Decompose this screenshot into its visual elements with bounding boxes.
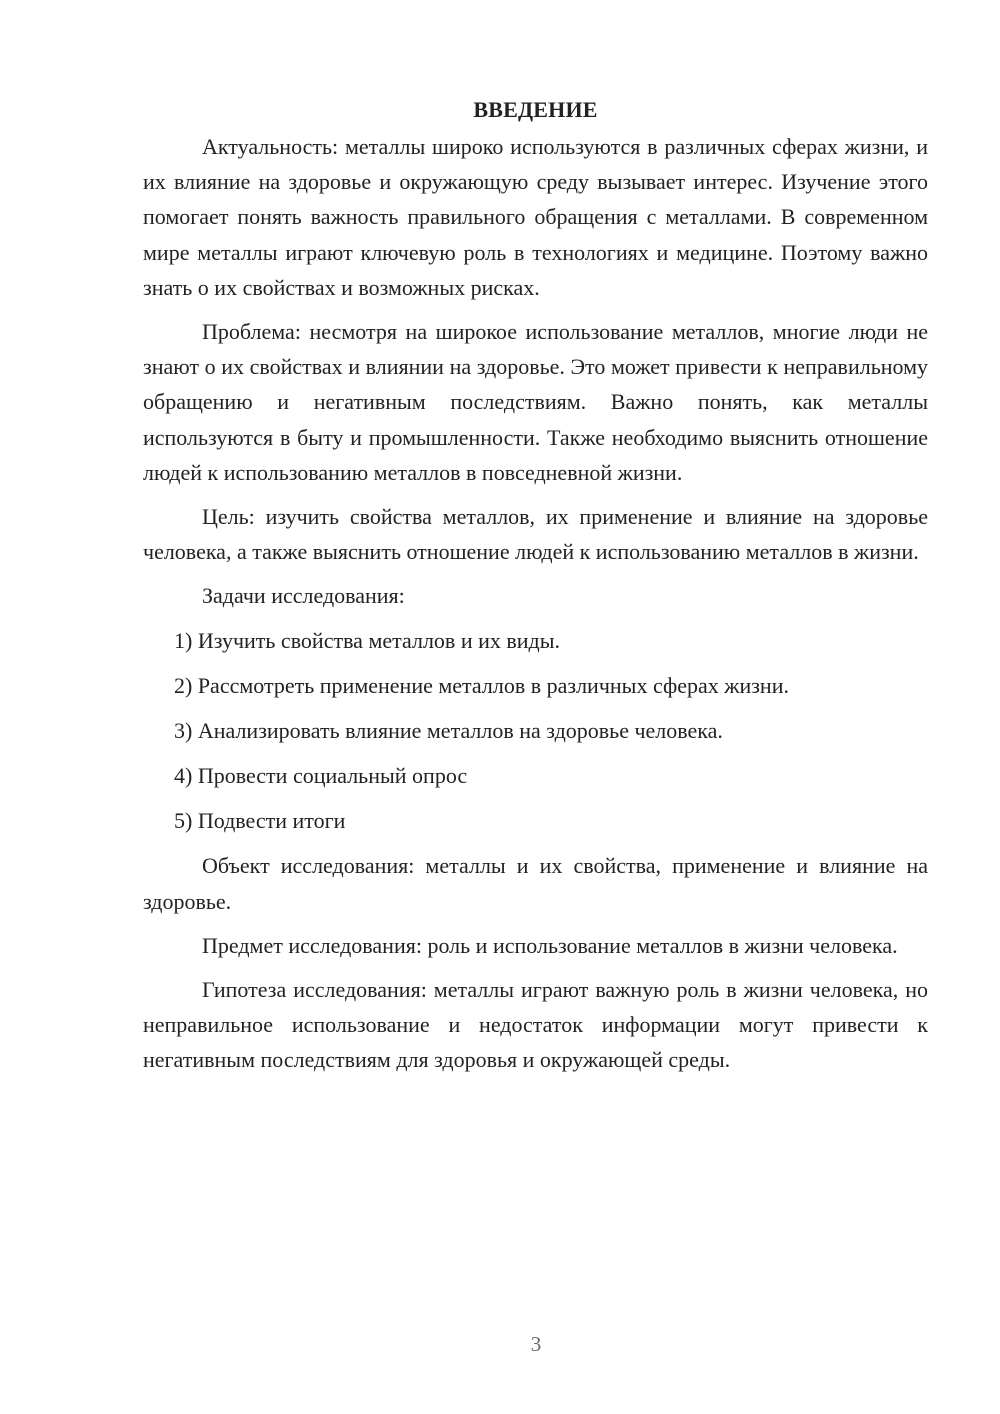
object-paragraph: Объект исследования: металлы и их свойства, применение и влияние на здоровье. xyxy=(143,853,928,914)
section-title: ВВЕДЕНИЕ xyxy=(473,97,598,122)
subject-paragraph: Предмет исследования: роль и использование металлов в жизни человека. xyxy=(202,932,898,958)
task-item: 4) Провести социальный опрос xyxy=(174,763,468,789)
task-item: 2) Рассмотреть применение металлов в различных сферах жизни. xyxy=(174,673,789,699)
tasks-heading: Задачи исследования: xyxy=(202,583,405,609)
document-page xyxy=(143,92,928,1087)
task-item: 3) Анализировать влияние металлов на здоровье человека. xyxy=(174,718,723,744)
tasks-list xyxy=(143,623,928,838)
relevance-paragraph: Актуальность: металлы широко используются в различных сферах жизни, и их влияние на здоровье и окружающую среду вызывает интерес. Изучение этого помогает понять важность правильного обращения с металлами. В современном мире металлы играют ключевую роль в технологиях и медицине. Поэтому важно знать о их свойствах и возможных рисках. xyxy=(143,134,928,300)
hypothesis-paragraph: Гипотеза исследования: металлы играют важную роль в жизни человека, но неправильное использование и недостаток информации могут привести к негативным последствиям для здоровья и окружающей среды. xyxy=(143,977,928,1073)
task-item: 5) Подвести итоги xyxy=(174,808,346,834)
goal-paragraph: Цель: изучить свойства металлов, их применение и влияние на здоровье человека, а также выяснить отношение людей к использованию металлов в жизни. xyxy=(143,504,928,565)
task-item: 1) Изучить свойства металлов и их виды. xyxy=(174,628,560,654)
page-number: 3 xyxy=(530,1332,542,1356)
problem-paragraph: Проблема: несмотря на широкое использование металлов, многие люди не знают о их свойствах и влиянии на здоровье. Это может привести к неправильному обращению и негативным последствиям. Важно понять, как металлы используются в быту и промышленности. Также необходимо выяснить отношение людей к использованию металлов в повседневной жизни. xyxy=(143,319,928,485)
